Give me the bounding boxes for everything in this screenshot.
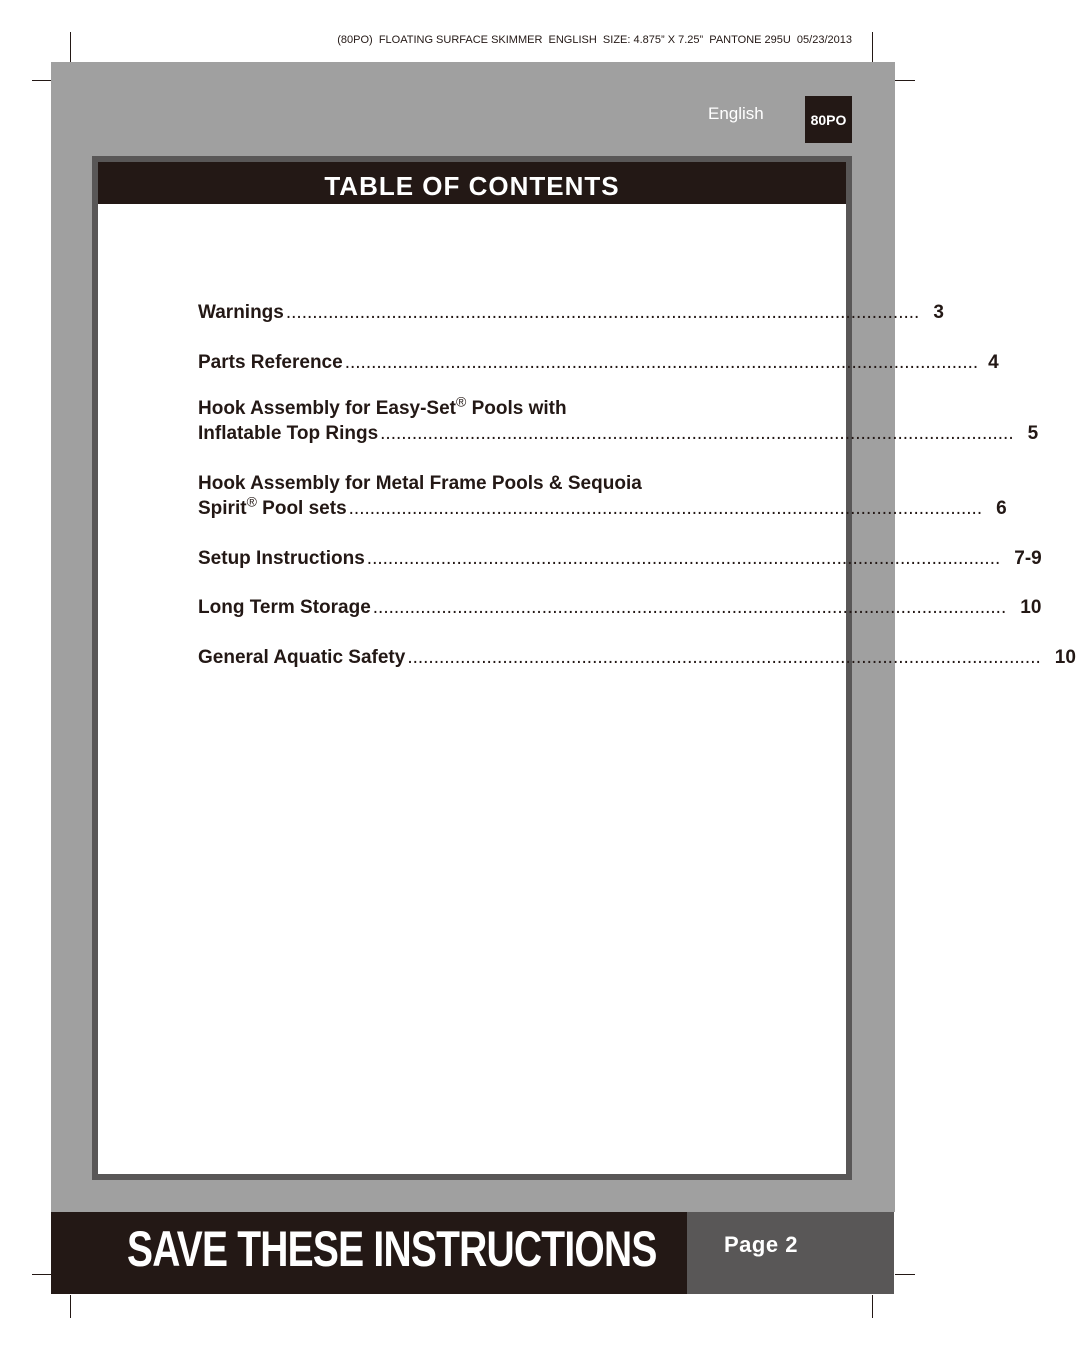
toc-entry-title-part: Pool sets — [256, 498, 347, 519]
toc-entry-page: 10 — [1054, 647, 1076, 668]
toc-entry-page: 10 — [1020, 597, 1042, 618]
dot-leader: ........................................................................................................................ — [348, 498, 983, 519]
toc-heading: TABLE OF CONTENTS — [98, 162, 846, 204]
crop-mark-bottom-right-v — [872, 1295, 873, 1318]
toc-panel — [92, 156, 1076, 1180]
toc-entry-title: Setup Instructions — [198, 548, 365, 569]
crop-mark-top-right-h — [895, 80, 915, 81]
toc-entry-page: 7-9 — [1014, 548, 1042, 569]
registered-mark: ® — [246, 493, 257, 510]
toc-entry-page: 3 — [933, 302, 944, 323]
toc-entry-title-part: Pools with — [466, 398, 567, 419]
toc-entry-title-part: Spirit — [198, 498, 247, 519]
toc-entry-hook-easy-set[interactable] — [198, 393, 1039, 446]
crop-mark-top-right-v — [872, 32, 873, 62]
toc-entry-title-line2: Inflatable Top Rings — [198, 423, 379, 444]
toc-entry-parts-reference[interactable] — [198, 350, 999, 375]
toc-entry-page: 5 — [1027, 423, 1039, 444]
toc-entry-title: General Aquatic Safety — [198, 647, 406, 668]
toc-entry-setup-instructions[interactable] — [198, 546, 1042, 571]
dot-leader: ........................................................................................................................ — [285, 302, 920, 323]
language-label: English — [708, 104, 764, 123]
model-code-badge: 80PO — [805, 96, 852, 143]
toc-entry-page: 4 — [988, 352, 999, 373]
crop-mark-bottom-left-v — [70, 1295, 71, 1318]
registered-mark: ® — [456, 393, 467, 410]
dot-leader: ........................................................................................................................ — [344, 352, 979, 373]
dot-leader: ........................................................................................................................ — [372, 597, 1007, 618]
footer-banner — [51, 1212, 687, 1294]
crop-mark-bottom-right-h — [895, 1274, 915, 1275]
toc-entry-warnings[interactable] — [198, 300, 944, 325]
page-number-box — [687, 1212, 894, 1294]
toc-entry-hook-metal-frame[interactable] — [198, 471, 1007, 521]
toc-entry-title-part: Hook Assembly for Easy-Set — [198, 398, 456, 419]
save-instructions-title: SAVE THESE INSTRUCTIONS — [127, 1221, 657, 1277]
toc-entry-title: Long Term Storage — [198, 597, 371, 618]
toc-entry-long-term-storage[interactable] — [198, 595, 1042, 620]
toc-entry-page: 6 — [996, 498, 1007, 519]
toc-entry-title: Parts Reference — [198, 352, 343, 373]
crop-mark-top-left-h — [32, 80, 52, 81]
toc-entry-title-line2 — [198, 493, 347, 521]
dot-leader: ........................................................................................................................ — [366, 548, 1001, 569]
dot-leader: ........................................................................................................................ — [407, 647, 1041, 668]
crop-mark-bottom-left-h — [32, 1274, 52, 1275]
toc-entry-title: Warnings — [198, 302, 284, 323]
toc-entry-general-aquatic-safety[interactable] — [198, 645, 1076, 670]
crop-mark-top-left-v — [70, 32, 71, 62]
toc-entry-title — [198, 393, 567, 421]
toc-entry-title: Hook Assembly for Metal Frame Pools & Sequoia — [198, 473, 642, 494]
print-info: (80PO) FLOATING SURFACE SKIMMER ENGLISH SIZE: 4.875” X 7.25” PANTONE 295U 05/23/2013 — [337, 34, 852, 46]
page-number: Page 2 — [724, 1232, 798, 1257]
dot-leader: ........................................................................................................................ — [380, 423, 1014, 444]
